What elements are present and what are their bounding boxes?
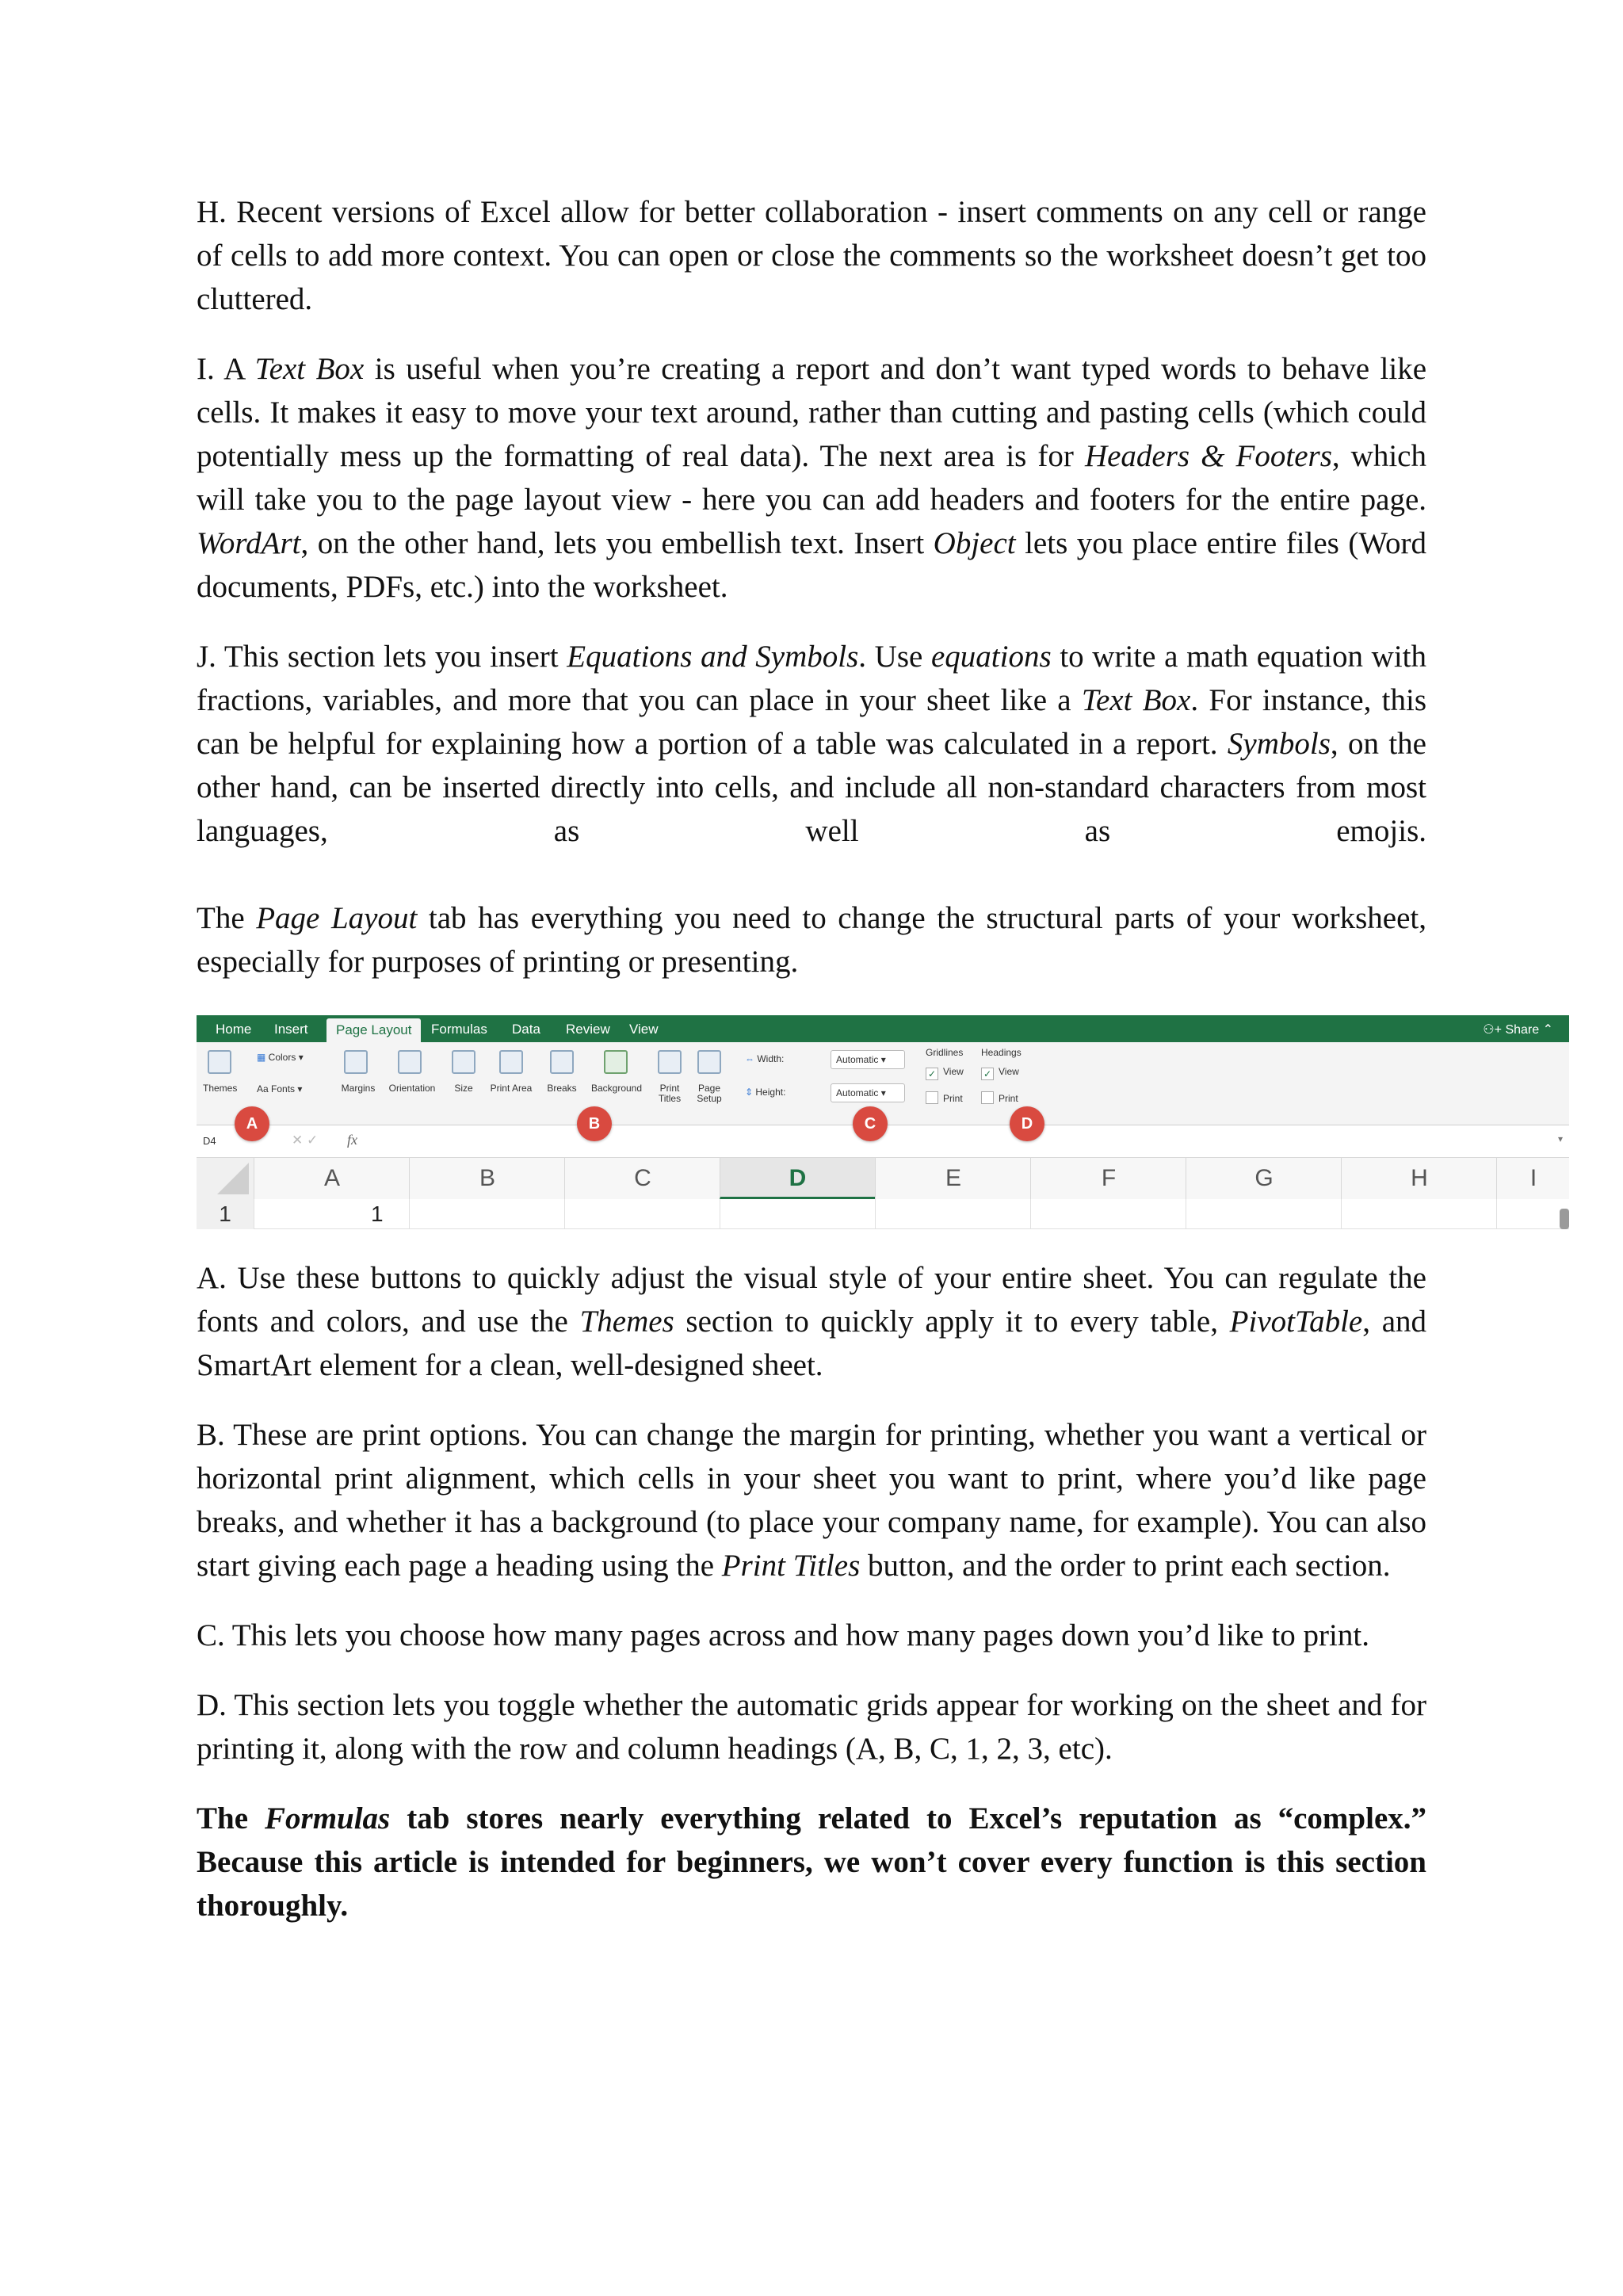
- width-value: Automatic: [836, 1054, 879, 1065]
- excel-page-layout-screenshot: [197, 1015, 1569, 1229]
- column-header-i[interactable]: I: [1496, 1158, 1569, 1199]
- emphasis-text-box: Text Box: [254, 352, 365, 386]
- text-run: The: [197, 1801, 265, 1836]
- print-titles-icon[interactable]: [658, 1050, 682, 1074]
- cell-h1[interactable]: [1341, 1199, 1496, 1229]
- tab-data[interactable]: Data: [512, 1022, 540, 1037]
- tab-review[interactable]: Review: [566, 1022, 610, 1037]
- cell-a1[interactable]: [254, 1199, 409, 1229]
- width-label: [745, 1053, 784, 1064]
- text-run: section to quickly apply it to every table,: [674, 1305, 1230, 1339]
- cell-c1[interactable]: [564, 1199, 720, 1229]
- headings-view-label: View: [999, 1066, 1019, 1077]
- text-run: , and SmartArt element for a clean, well-designed sheet.: [197, 1305, 1427, 1382]
- emphasis-wordart: WordArt: [197, 526, 301, 560]
- text-run: . Use: [858, 640, 931, 674]
- paragraph-b: [197, 1413, 1426, 1587]
- print-titles-label: Print Titles: [658, 1083, 682, 1104]
- width-select[interactable]: Automatic ▾: [831, 1050, 905, 1069]
- paragraph-h: H. Recent versions of Excel allow for better collaboration - insert comments on any cell or range of cells to add more context. You can open or close the comments so the worksheet doesn’t get too cluttered.: [197, 195, 1426, 316]
- column-header-b[interactable]: B: [409, 1158, 565, 1199]
- colors-label: Colors: [268, 1052, 296, 1063]
- column-header-a[interactable]: A: [254, 1158, 410, 1199]
- gridlines-print-label: Print: [943, 1093, 963, 1104]
- text-run: , which will take you to the page layout view - here you can add headers and footers for the entire page.: [197, 439, 1426, 517]
- height-select[interactable]: Automatic ▾: [831, 1083, 905, 1102]
- unchecked-box-icon: [981, 1091, 994, 1104]
- column-header-d[interactable]: D: [720, 1158, 875, 1199]
- callout-badge-b: B: [577, 1106, 612, 1141]
- paragraph-formulas: [197, 1797, 1426, 1927]
- emphasis-themes: Themes: [579, 1305, 674, 1339]
- background-icon[interactable]: [604, 1050, 628, 1074]
- tab-insert[interactable]: Insert: [274, 1022, 308, 1037]
- tab-view[interactable]: View: [629, 1022, 659, 1037]
- share-label: Share: [1505, 1023, 1540, 1037]
- emphasis-equations: equations: [930, 640, 1052, 674]
- breaks-label: Breaks: [547, 1083, 577, 1094]
- background-label: Background: [590, 1083, 643, 1094]
- text-run: tab has everything you need to change the structural parts of your worksheet, especially for purposes of printing or presenting.: [197, 901, 1427, 979]
- page-setup-label: Page Setup: [697, 1083, 722, 1104]
- cancel-confirm-icons: ✕ ✓: [292, 1133, 319, 1148]
- vertical-scrollbar[interactable]: [1560, 1209, 1569, 1229]
- add-person-icon: ⚇+: [1483, 1023, 1506, 1037]
- cell-e1[interactable]: [875, 1199, 1030, 1229]
- emphasis-headers-footers: Headers & Footers: [1084, 439, 1332, 473]
- column-header-g[interactable]: G: [1186, 1158, 1342, 1199]
- headings-heading: Headings: [981, 1047, 1022, 1058]
- headings-print-checkbox[interactable]: [981, 1091, 1018, 1104]
- text-run: lets you place entire files (Word documents, PDFs, etc.) into the worksheet.: [197, 526, 1426, 604]
- margins-label: Margins: [341, 1083, 376, 1094]
- emphasis-pivottable: PivotTable: [1229, 1305, 1363, 1339]
- print-area-icon[interactable]: [499, 1050, 523, 1074]
- emphasis-equations-symbols: Equations and Symbols: [567, 640, 859, 674]
- size-icon[interactable]: [452, 1050, 475, 1074]
- share-button[interactable]: ⚇+ Share ⌃: [1483, 1023, 1553, 1037]
- cell-a1-value: 1: [371, 1201, 384, 1226]
- cell-b1[interactable]: [409, 1199, 564, 1229]
- column-header-c[interactable]: C: [564, 1158, 720, 1199]
- themes-label: Themes: [203, 1083, 238, 1094]
- fonts-button[interactable]: Aa Fonts ▾: [257, 1083, 303, 1095]
- tab-page-layout[interactable]: Page Layout: [327, 1018, 421, 1042]
- emphasis-object: Object: [933, 526, 1016, 560]
- ribbon-tab-bar: [197, 1015, 1569, 1042]
- orientation-label: Orientation: [388, 1083, 436, 1094]
- text-run: is useful when you’re creating a report and don’t want typed words to behave like cells. It makes it easy to move your text around, rather than cutting and pasting cells (which could potentially mess up the formatting of real data). The next area is for: [197, 352, 1426, 473]
- height-icon: ⇕: [745, 1087, 756, 1098]
- paragraph-c: C. This lets you choose how many pages across and how many pages down you’d like to print.: [197, 1618, 1369, 1652]
- themes-icon[interactable]: [208, 1050, 231, 1074]
- sheet-row-1: [197, 1199, 1569, 1229]
- cell-g1[interactable]: [1186, 1199, 1341, 1229]
- text-run: to write a math equation with fractions, variables, and more that you can place in your sheet like a: [197, 640, 1426, 717]
- paragraph-d: D. This section lets you toggle whether the automatic grids appear for working on the sheet and for printing it, along with the row and column headings (A, B, C, 1, 2, 3, etc).: [197, 1688, 1426, 1766]
- text-run: I. A: [197, 352, 255, 386]
- formula-expand-icon[interactable]: ▾: [1557, 1133, 1563, 1144]
- cell-f1[interactable]: [1030, 1199, 1186, 1229]
- text-run: . For instance, this can be helpful for explaining how a portion of a table was calculated in a report.: [197, 683, 1426, 761]
- fx-icon[interactable]: fx: [347, 1132, 357, 1148]
- row-header-1[interactable]: 1: [197, 1199, 254, 1229]
- column-header-e[interactable]: E: [875, 1158, 1031, 1199]
- breaks-icon[interactable]: [550, 1050, 574, 1074]
- paragraph-a: [197, 1256, 1426, 1387]
- width-icon: ⇔: [745, 1053, 758, 1064]
- tab-home[interactable]: Home: [216, 1022, 252, 1037]
- text-run: tab stores nearly everything related to Excel’s reputation as “complex.” Because this article is intended for beginners, we won’t cover every function is this section thoroughly.: [197, 1801, 1427, 1923]
- paragraph-page-layout-intro: [197, 896, 1426, 984]
- column-header-f[interactable]: F: [1030, 1158, 1186, 1199]
- print-area-label: Print Area: [490, 1083, 533, 1094]
- column-header-h[interactable]: H: [1341, 1158, 1497, 1199]
- headings-view-checkbox[interactable]: [981, 1066, 1019, 1080]
- text-run: button, and the order to print each section.: [860, 1549, 1391, 1583]
- height-label: [745, 1087, 785, 1098]
- colors-icon: ▦: [257, 1052, 269, 1063]
- size-label: Size: [454, 1083, 473, 1094]
- emphasis-page-layout: Page Layout: [256, 901, 418, 935]
- gridlines-view-checkbox[interactable]: [926, 1066, 964, 1080]
- callout-badge-a: A: [235, 1106, 269, 1141]
- emphasis-print-titles: Print Titles: [721, 1549, 861, 1583]
- check-icon: ✓: [981, 1068, 994, 1080]
- gridlines-view-label: View: [943, 1066, 964, 1077]
- emphasis-text-box: Text Box: [1081, 683, 1191, 717]
- cell-d1[interactable]: [720, 1199, 875, 1229]
- text-run: A. Use these buttons to quickly adjust the visual style of your entire sheet. You can regulate the fonts and colors, and use the: [197, 1261, 1426, 1339]
- fonts-icon: Aa: [257, 1083, 269, 1095]
- callout-badge-c: C: [853, 1106, 888, 1141]
- emphasis-symbols: Symbols: [1227, 727, 1331, 761]
- page-setup-icon[interactable]: [697, 1050, 721, 1074]
- paragraph-j: [197, 635, 1426, 853]
- unchecked-box-icon: [926, 1091, 938, 1104]
- paragraph-i: [197, 347, 1426, 609]
- emphasis-formulas: Formulas: [265, 1801, 391, 1836]
- document-page: [197, 190, 1563, 1954]
- gridlines-print-checkbox[interactable]: [926, 1091, 963, 1104]
- height-value: Automatic: [836, 1087, 879, 1098]
- text-run: J. This section lets you insert: [197, 640, 567, 674]
- check-icon: ✓: [926, 1068, 938, 1080]
- cell-i1[interactable]: [1496, 1199, 1569, 1229]
- text-run: , on the other hand, lets you embellish text. Insert: [300, 526, 934, 560]
- headings-print-label: Print: [999, 1093, 1018, 1104]
- height-label-text: Height:: [755, 1087, 786, 1098]
- text-run: , on the other hand, can be inserted directly into cells, and include all non-standard characters from most languages, as well as emojis.: [197, 727, 1426, 848]
- width-label-text: Width:: [757, 1053, 785, 1064]
- orientation-icon[interactable]: [398, 1050, 422, 1074]
- select-all-corner[interactable]: [197, 1158, 254, 1199]
- colors-button[interactable]: ▦ Colors ▾: [257, 1052, 304, 1063]
- gridlines-heading: Gridlines: [926, 1047, 964, 1058]
- column-header-row: [197, 1158, 1569, 1200]
- tab-formulas[interactable]: Formulas: [431, 1022, 487, 1037]
- text-run: The: [197, 901, 257, 935]
- fonts-label: Fonts: [271, 1083, 296, 1095]
- callout-badge-d: D: [1010, 1106, 1044, 1141]
- margins-icon[interactable]: [344, 1050, 368, 1074]
- text-run: B. These are print options. You can change the margin for printing, whether you want a vertical or horizontal print alignment, which cells in your sheet you want to print, where you’d like page breaks, and whether it has a background (to place your company name, for example). You can also start giving each page a heading using the: [197, 1418, 1426, 1583]
- name-box[interactable]: D4: [203, 1135, 216, 1147]
